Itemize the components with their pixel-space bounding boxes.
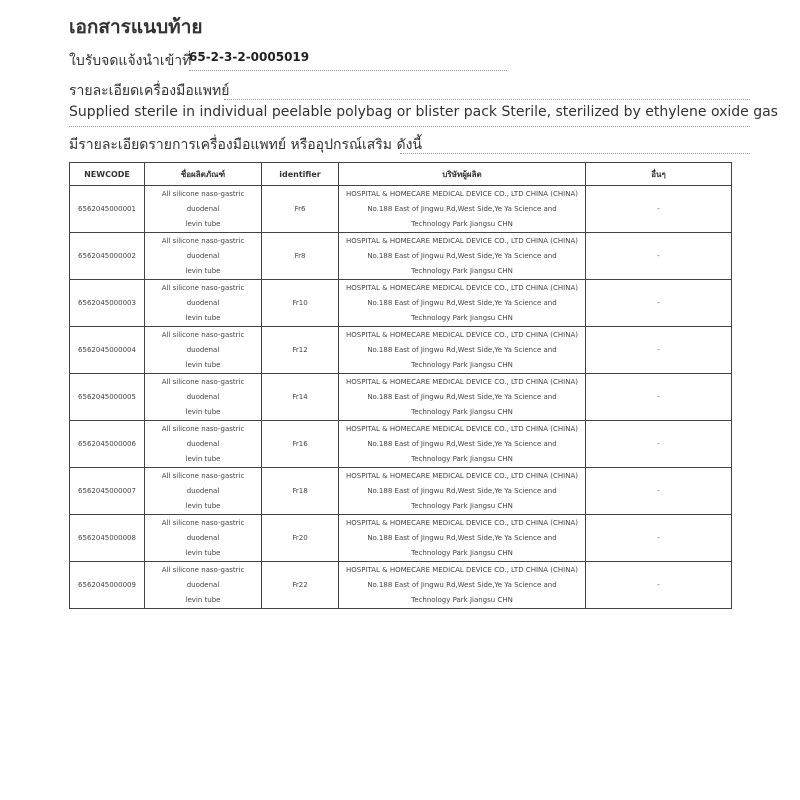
table-row xyxy=(70,468,732,515)
cell-newcode: 6562045000006 xyxy=(70,421,145,468)
cell-other: - xyxy=(586,468,732,515)
product-line: levin tube xyxy=(185,313,221,322)
cell-other: - xyxy=(586,327,732,374)
cell-other: - xyxy=(586,186,732,233)
product-line: levin tube xyxy=(185,266,221,275)
manufacturer-line: No.188 East of Jingwu Rd,West Side,Ye Ya Science and xyxy=(367,251,557,260)
manufacturer-line: HOSPITAL & HOMECARE MEDICAL DEVICE CO., LTD CHINA (CHINA) xyxy=(346,377,578,386)
manufacturer-line: Technology Park Jiangsu CHN xyxy=(411,595,513,604)
manufacturer-line: HOSPITAL & HOMECARE MEDICAL DEVICE CO., LTD CHINA (CHINA) xyxy=(346,565,578,574)
cell-other: - xyxy=(586,280,732,327)
cell-manufacturer xyxy=(339,562,586,609)
cell-manufacturer xyxy=(339,515,586,562)
cell-manufacturer xyxy=(339,468,586,515)
cell-other: - xyxy=(586,515,732,562)
cell-product-name xyxy=(145,280,262,327)
product-line: All silicone naso-gastric xyxy=(161,518,245,527)
manufacturer-line: HOSPITAL & HOMECARE MEDICAL DEVICE CO., LTD CHINA (CHINA) xyxy=(346,189,578,198)
device-detail-text: Supplied sterile in individual peelable polybag or blister pack Sterile, sterilized by ethylene oxide gas xyxy=(69,104,778,120)
cell-other: - xyxy=(586,374,732,421)
header-newcode: NEWCODE xyxy=(70,163,145,186)
product-line: duodenal xyxy=(186,298,220,307)
product-line: duodenal xyxy=(186,345,220,354)
cell-product-name xyxy=(145,186,262,233)
document-title: เอกสารแนบท้าย xyxy=(69,16,203,38)
device-detail-dotted-line xyxy=(224,99,750,100)
header-identifier: identifier xyxy=(262,163,339,186)
cell-product-name xyxy=(145,468,262,515)
manufacturer-line: HOSPITAL & HOMECARE MEDICAL DEVICE CO., LTD CHINA (CHINA) xyxy=(346,518,578,527)
table-header-row xyxy=(70,163,732,186)
product-line: duodenal xyxy=(186,486,220,495)
cell-identifier: Fr6 xyxy=(262,186,339,233)
table-row xyxy=(70,233,732,280)
cell-identifier: Fr22 xyxy=(262,562,339,609)
cell-newcode: 6562045000002 xyxy=(70,233,145,280)
manufacturer-line: No.188 East of Jingwu Rd,West Side,Ye Ya Science and xyxy=(367,392,557,401)
product-line: levin tube xyxy=(185,501,221,510)
header-other: อื่นๆ xyxy=(586,163,732,186)
manufacturer-line: No.188 East of Jingwu Rd,West Side,Ye Ya Science and xyxy=(367,580,557,589)
cell-identifier: Fr8 xyxy=(262,233,339,280)
product-line: duodenal xyxy=(186,580,220,589)
product-line: duodenal xyxy=(186,439,220,448)
table-row xyxy=(70,562,732,609)
product-line: All silicone naso-gastric xyxy=(161,283,245,292)
table-row xyxy=(70,327,732,374)
product-line: levin tube xyxy=(185,219,221,228)
notice-number-dotted-line xyxy=(189,70,507,71)
product-line: duodenal xyxy=(186,533,220,542)
device-detail-label: รายละเอียดเครื่องมือแพทย์ xyxy=(69,83,230,99)
cell-newcode: 6562045000005 xyxy=(70,374,145,421)
product-line: levin tube xyxy=(185,407,221,416)
cell-newcode: 6562045000009 xyxy=(70,562,145,609)
manufacturer-line: HOSPITAL & HOMECARE MEDICAL DEVICE CO., LTD CHINA (CHINA) xyxy=(346,236,578,245)
cell-identifier: Fr18 xyxy=(262,468,339,515)
cell-product-name xyxy=(145,515,262,562)
cell-other: - xyxy=(586,562,732,609)
cell-identifier: Fr12 xyxy=(262,327,339,374)
manufacturer-line: No.188 East of Jingwu Rd,West Side,Ye Ya Science and xyxy=(367,439,557,448)
notice-number-value: 65-2-3-2-0005019 xyxy=(189,50,310,64)
manufacturer-line: Technology Park Jiangsu CHN xyxy=(411,313,513,322)
product-line: All silicone naso-gastric xyxy=(161,236,245,245)
cell-manufacturer xyxy=(339,233,586,280)
product-line: All silicone naso-gastric xyxy=(161,424,245,433)
manufacturer-line: Technology Park Jiangsu CHN xyxy=(411,501,513,510)
manufacturer-line: Technology Park Jiangsu CHN xyxy=(411,360,513,369)
cell-other: - xyxy=(586,421,732,468)
cell-manufacturer xyxy=(339,374,586,421)
manufacturer-line: HOSPITAL & HOMECARE MEDICAL DEVICE CO., LTD CHINA (CHINA) xyxy=(346,424,578,433)
notice-number-label: ใบรับจดแจ้งนำเข้าที่ xyxy=(69,53,192,69)
product-line: duodenal xyxy=(186,251,220,260)
product-line: All silicone naso-gastric xyxy=(161,565,245,574)
cell-other: - xyxy=(586,233,732,280)
cell-identifier: Fr20 xyxy=(262,515,339,562)
manufacturer-line: Technology Park Jiangsu CHN xyxy=(411,548,513,557)
product-line: levin tube xyxy=(185,595,221,604)
cell-newcode: 6562045000004 xyxy=(70,327,145,374)
table-row xyxy=(70,515,732,562)
table-row xyxy=(70,421,732,468)
manufacturer-line: HOSPITAL & HOMECARE MEDICAL DEVICE CO., LTD CHINA (CHINA) xyxy=(346,330,578,339)
cell-product-name xyxy=(145,233,262,280)
cell-newcode: 6562045000008 xyxy=(70,515,145,562)
manufacturer-line: Technology Park Jiangsu CHN xyxy=(411,266,513,275)
product-line: All silicone naso-gastric xyxy=(161,189,245,198)
device-list-table xyxy=(69,162,732,609)
cell-product-name xyxy=(145,374,262,421)
manufacturer-line: No.188 East of Jingwu Rd,West Side,Ye Ya Science and xyxy=(367,298,557,307)
device-list-dotted-line xyxy=(400,153,750,154)
cell-identifier: Fr16 xyxy=(262,421,339,468)
product-line: All silicone naso-gastric xyxy=(161,471,245,480)
manufacturer-line: Technology Park Jiangsu CHN xyxy=(411,407,513,416)
product-line: levin tube xyxy=(185,454,221,463)
product-line: levin tube xyxy=(185,548,221,557)
table-row xyxy=(70,280,732,327)
cell-manufacturer xyxy=(339,421,586,468)
product-line: duodenal xyxy=(186,204,220,213)
table-row xyxy=(70,374,732,421)
cell-newcode: 6562045000003 xyxy=(70,280,145,327)
product-line: duodenal xyxy=(186,392,220,401)
cell-product-name xyxy=(145,327,262,374)
manufacturer-line: No.188 East of Jingwu Rd,West Side,Ye Ya Science and xyxy=(367,204,557,213)
header-product-name: ชื่อผลิตภัณฑ์ xyxy=(145,163,262,186)
product-line: All silicone naso-gastric xyxy=(161,330,245,339)
manufacturer-line: HOSPITAL & HOMECARE MEDICAL DEVICE CO., LTD CHINA (CHINA) xyxy=(346,471,578,480)
device-list-label: มีรายละเอียดรายการเครื่องมือแพทย์ หรืออุปกรณ์เสริม ดังนี้ xyxy=(69,137,422,153)
cell-identifier: Fr14 xyxy=(262,374,339,421)
manufacturer-line: Technology Park Jiangsu CHN xyxy=(411,454,513,463)
device-detail-text-dotted-line xyxy=(69,126,750,127)
product-line: levin tube xyxy=(185,360,221,369)
cell-manufacturer xyxy=(339,327,586,374)
manufacturer-line: No.188 East of Jingwu Rd,West Side,Ye Ya Science and xyxy=(367,533,557,542)
table-row xyxy=(70,186,732,233)
cell-product-name xyxy=(145,421,262,468)
manufacturer-line: Technology Park Jiangsu CHN xyxy=(411,219,513,228)
manufacturer-line: No.188 East of Jingwu Rd,West Side,Ye Ya Science and xyxy=(367,345,557,354)
product-line: All silicone naso-gastric xyxy=(161,377,245,386)
cell-manufacturer xyxy=(339,280,586,327)
cell-product-name xyxy=(145,562,262,609)
cell-newcode: 6562045000007 xyxy=(70,468,145,515)
manufacturer-line: HOSPITAL & HOMECARE MEDICAL DEVICE CO., LTD CHINA (CHINA) xyxy=(346,283,578,292)
manufacturer-line: No.188 East of Jingwu Rd,West Side,Ye Ya Science and xyxy=(367,486,557,495)
header-manufacturer: บริษัทผู้ผลิต xyxy=(339,163,586,186)
cell-newcode: 6562045000001 xyxy=(70,186,145,233)
cell-identifier: Fr10 xyxy=(262,280,339,327)
cell-manufacturer xyxy=(339,186,586,233)
